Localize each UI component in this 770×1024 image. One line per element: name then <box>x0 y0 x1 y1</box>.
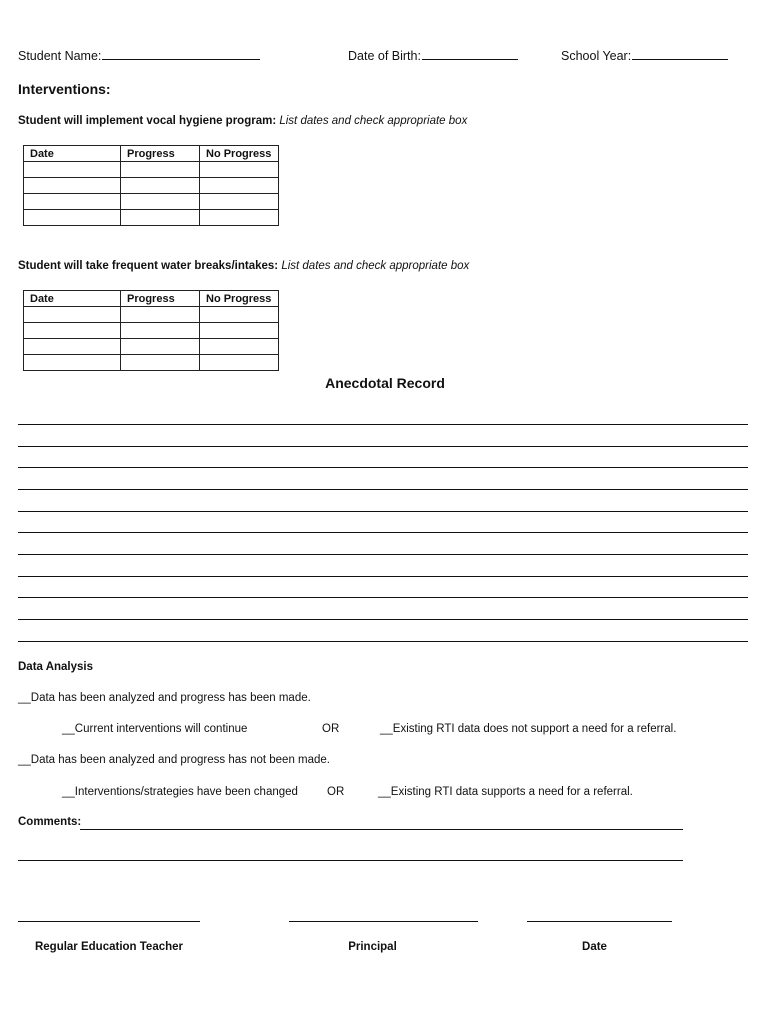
analysis-progress-made[interactable]: __Data has been analyzed and progress has been made. <box>18 692 311 704</box>
col-date: Date <box>24 291 121 307</box>
intervention-1-italic: List dates and check appropriate box <box>279 115 468 127</box>
table-row <box>24 210 279 226</box>
table-cell[interactable] <box>24 339 121 355</box>
table-cell[interactable] <box>200 178 279 194</box>
col-progress: Progress <box>121 291 200 307</box>
comments-line[interactable] <box>18 860 683 861</box>
table-cell[interactable] <box>121 162 200 178</box>
teacher-label: Regular Education Teacher <box>34 941 184 953</box>
or-label-1: OR <box>322 723 340 735</box>
table-cell[interactable] <box>24 323 121 339</box>
anecdotal-line[interactable] <box>18 641 748 642</box>
student-name-blank[interactable] <box>102 48 260 60</box>
table-cell[interactable] <box>121 355 200 371</box>
intervention-1-bold: Student will implement vocal hygiene program: <box>18 115 277 127</box>
table-header-row <box>24 291 279 307</box>
date-signature-line[interactable] <box>527 921 672 922</box>
analysis-progress-not-made[interactable]: __Data has been analyzed and progress has not been made. <box>18 754 330 766</box>
table-cell[interactable] <box>200 162 279 178</box>
principal-signature-line[interactable] <box>289 921 478 922</box>
anecdotal-record-title: Anecdotal Record <box>325 375 445 391</box>
anecdotal-line[interactable] <box>18 489 748 490</box>
table-cell[interactable] <box>24 178 121 194</box>
table-row <box>24 339 279 355</box>
table-cell[interactable] <box>200 355 279 371</box>
teacher-signature-line[interactable] <box>18 921 200 922</box>
option-interventions-continue[interactable]: __Current interventions will continue <box>62 723 248 735</box>
comments-label: Comments: <box>18 816 82 828</box>
dob-label: Date of Birth: <box>348 49 421 63</box>
intervention-2-text <box>18 260 469 272</box>
table-cell[interactable] <box>200 210 279 226</box>
interventions-heading: Interventions: <box>18 81 111 97</box>
date-label: Date <box>582 941 607 953</box>
table-header-row <box>24 146 279 162</box>
col-no-progress: No Progress <box>200 291 279 307</box>
table-cell[interactable] <box>121 339 200 355</box>
school-year-label: School Year: <box>561 49 632 63</box>
table-cell[interactable] <box>24 210 121 226</box>
intervention-1-text <box>18 115 467 127</box>
table-cell[interactable] <box>121 307 200 323</box>
anecdotal-line[interactable] <box>18 511 748 512</box>
table-cell[interactable] <box>200 307 279 323</box>
anecdotal-line[interactable] <box>18 446 748 447</box>
option-referral[interactable]: __Existing RTI data supports a need for a referral. <box>378 786 633 798</box>
intervention-2-bold: Student will take frequent water breaks/intakes: <box>18 260 279 272</box>
table-row <box>24 178 279 194</box>
anecdotal-line[interactable] <box>18 619 748 620</box>
option-interventions-changed[interactable]: __Interventions/strategies have been changed <box>62 786 298 798</box>
table-cell[interactable] <box>121 194 200 210</box>
table-cell[interactable] <box>200 323 279 339</box>
student-name-field <box>18 48 260 63</box>
table-cell[interactable] <box>121 210 200 226</box>
anecdotal-line[interactable] <box>18 532 748 533</box>
table-row <box>24 307 279 323</box>
school-year-field <box>561 48 728 63</box>
table-cell[interactable] <box>24 162 121 178</box>
table-row <box>24 323 279 339</box>
comments-line[interactable] <box>80 829 683 830</box>
intervention-2-italic: List dates and check appropriate box <box>281 260 470 272</box>
option-no-referral[interactable]: __Existing RTI data does not support a need for a referral. <box>380 723 677 735</box>
or-label-2: OR <box>327 786 345 798</box>
school-year-blank[interactable] <box>632 48 728 60</box>
table-cell[interactable] <box>24 307 121 323</box>
anecdotal-line[interactable] <box>18 597 748 598</box>
table-cell[interactable] <box>121 178 200 194</box>
student-name-label: Student Name: <box>18 49 102 63</box>
col-progress: Progress <box>121 146 200 162</box>
table-cell[interactable] <box>24 355 121 371</box>
table-cell[interactable] <box>24 194 121 210</box>
anecdotal-line[interactable] <box>18 554 748 555</box>
anecdotal-line[interactable] <box>18 467 748 468</box>
dob-blank[interactable] <box>422 48 518 60</box>
table-row <box>24 355 279 371</box>
intervention-1-table <box>23 145 279 226</box>
table-cell[interactable] <box>200 194 279 210</box>
table-cell[interactable] <box>121 323 200 339</box>
table-row <box>24 162 279 178</box>
dob-field <box>348 48 518 63</box>
table-row <box>24 194 279 210</box>
col-no-progress: No Progress <box>200 146 279 162</box>
intervention-2-table <box>23 290 279 371</box>
principal-label: Principal <box>348 941 397 953</box>
table-cell[interactable] <box>200 339 279 355</box>
col-date: Date <box>24 146 121 162</box>
data-analysis-heading: Data Analysis <box>18 661 93 673</box>
anecdotal-line[interactable] <box>18 424 748 425</box>
anecdotal-line[interactable] <box>18 576 748 577</box>
